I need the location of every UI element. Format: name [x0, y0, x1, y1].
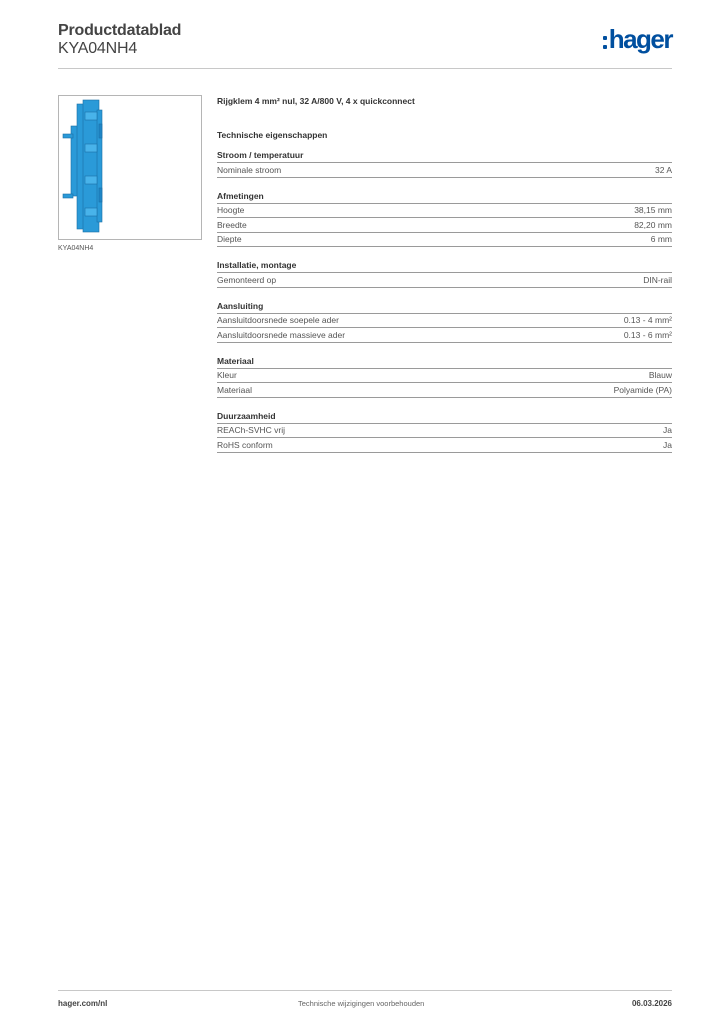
spec-value: Polyamide (PA) [613, 384, 672, 395]
footer-date: 06.03.2026 [631, 999, 672, 1008]
image-caption: KYA04NH4 [58, 245, 94, 252]
spec-row [217, 424, 672, 439]
spec-value: 6 mm [650, 234, 672, 245]
spec-group [217, 190, 672, 248]
spec-group-title: Stroom / temperatuur [217, 149, 672, 163]
spec-group [217, 355, 672, 398]
spec-value: 38,15 mm [634, 205, 672, 216]
hager-logo [603, 26, 672, 52]
spec-value: 0.13 - 6 mm² [623, 329, 672, 340]
spec-group [217, 259, 672, 288]
document-title: Productdatablad [58, 22, 182, 39]
section-title: Technische eigenschappen [217, 130, 328, 140]
spec-label: REACh-SVHC vrij [217, 425, 286, 436]
spec-value: DIN-rail [643, 274, 672, 285]
spec-group [217, 149, 672, 178]
spec-row [217, 163, 672, 178]
page-header [58, 22, 672, 69]
product-code-heading: KYA04NH4 [58, 40, 138, 57]
footer-website: hager.com/nl [58, 999, 108, 1008]
spec-label: RoHS conform [217, 439, 273, 450]
spec-row [217, 438, 672, 453]
spec-label: Hoogte [217, 205, 245, 216]
spec-group-title: Materiaal [217, 355, 672, 369]
spec-groups [217, 149, 672, 453]
spec-group-title: Aansluiting [217, 300, 672, 314]
spec-group-title: Duurzaamheid [217, 410, 672, 424]
spec-row [217, 314, 672, 329]
logo-dots-icon [603, 36, 607, 49]
spec-content [217, 95, 672, 465]
spec-row [217, 328, 672, 343]
product-description: Rijgklem 4 mm² nul, 32 A/800 V, 4 x quickconnect [217, 96, 415, 106]
spec-value: 82,20 mm [634, 219, 672, 230]
spec-group-title: Afmetingen [217, 190, 672, 204]
spec-label: Gemonteerd op [217, 274, 277, 285]
spec-row [217, 233, 672, 248]
spec-value: Blauw [648, 370, 672, 381]
spec-value: 32 A [654, 164, 672, 175]
footer-disclaimer: Technische wijzigingen voorbehouden [298, 999, 425, 1008]
spec-group-title: Installatie, montage [217, 259, 672, 273]
terminal-block-image [59, 96, 201, 239]
spec-label: Breedte [217, 219, 247, 230]
spec-row [217, 383, 672, 398]
spec-label: Diepte [217, 234, 242, 245]
spec-row [217, 204, 672, 219]
logo-wordmark: hager [608, 24, 672, 54]
spec-label: Materiaal [217, 384, 252, 395]
spec-value: Ja [663, 439, 672, 450]
spec-row [217, 218, 672, 233]
spec-label: Aansluitdoorsnede soepele ader [217, 315, 339, 326]
spec-group [217, 300, 672, 343]
spec-group [217, 410, 672, 453]
spec-label: Aansluitdoorsnede massieve ader [217, 329, 346, 340]
spec-value: 0.13 - 4 mm² [623, 315, 672, 326]
spec-row [217, 273, 672, 288]
page-footer [58, 990, 672, 1011]
spec-label: Kleur [217, 370, 237, 381]
spec-row [217, 369, 672, 384]
spec-value: Ja [663, 425, 672, 436]
product-image-frame [58, 95, 202, 240]
spec-label: Nominale stroom [217, 164, 282, 175]
